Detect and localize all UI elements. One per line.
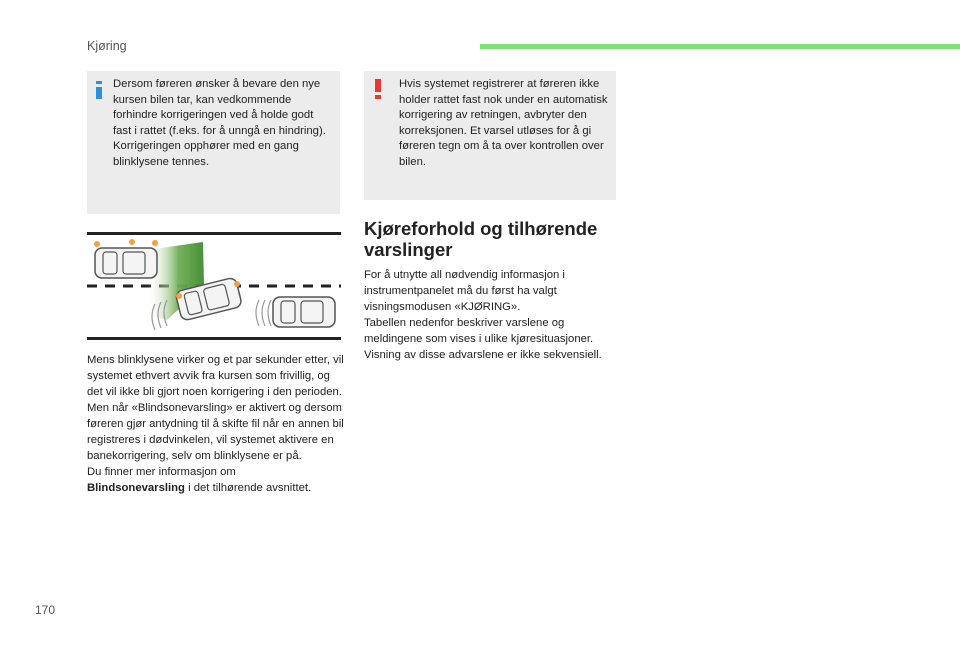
info-note-text: Dersom føreren ønsker å bevare den nye kursen bilen tar, kan vedkommende forhindre korrigeringen ved å holde godt fast i rattet (f.eks. for å unngå en hindring). Korrigeringen opphører med en gang blinklysene tennes. <box>113 78 326 168</box>
header-accent-bar <box>480 44 960 49</box>
warning-note <box>364 71 616 200</box>
section-title: Kjøreforhold og tilhørende varslinger <box>364 218 598 260</box>
blindsone-reference: Blindsonevarsling <box>87 482 185 494</box>
left-paragraph-3-end: i det tilhørende avsnittet. <box>184 482 312 494</box>
left-paragraph-1: Mens blinklysene virker og et par sekunder etter, vil systemet ethvert avvik fra kursen som frivillig, og det vil ikke bli gjort noen korrigering i den perioden. <box>87 354 344 398</box>
left-body-text <box>87 352 347 496</box>
left-paragraph-2: Men når «Blindsonevarsling» er aktivert og dersom føreren gjør antydning til å skifte fil når en annen bil registreres i dødvinkelen, vil systemet aktivere en banekorrigering, selv om blinklysene er på. <box>87 402 344 462</box>
lane-change-cars-icon <box>87 230 341 342</box>
left-paragraph-3-intro: Du finner mer informasjon om <box>87 466 236 478</box>
lane-change-illustration <box>87 230 341 342</box>
info-icon <box>95 81 103 105</box>
warning-icon <box>374 79 382 105</box>
right-paragraph-1: For å utnytte all nødvendig informasjon i instrumentpanelet må du først ha valgt visningsmodusen «KJØRING». <box>364 269 565 313</box>
left-paragraph-3 <box>87 464 347 496</box>
warning-note-text: Hvis systemet registrerer at føreren ikke holder rattet fast nok under en automatisk korrigering av retningen, avbryter den korreksjonen. Et varsel utløses for å gi føreren tegn om å ta over kontrollen over bilen. <box>399 78 608 168</box>
section-header: Kjøring <box>87 39 127 53</box>
right-paragraph-2: Tabellen nedenfor beskriver varslene og meldingene som vises i ulike kjøresituasjoner. Visning av disse advarslene er ikke sekvensiell. <box>364 317 602 361</box>
page-number: 170 <box>35 603 56 617</box>
right-body-text <box>364 267 624 363</box>
info-note <box>87 71 340 214</box>
